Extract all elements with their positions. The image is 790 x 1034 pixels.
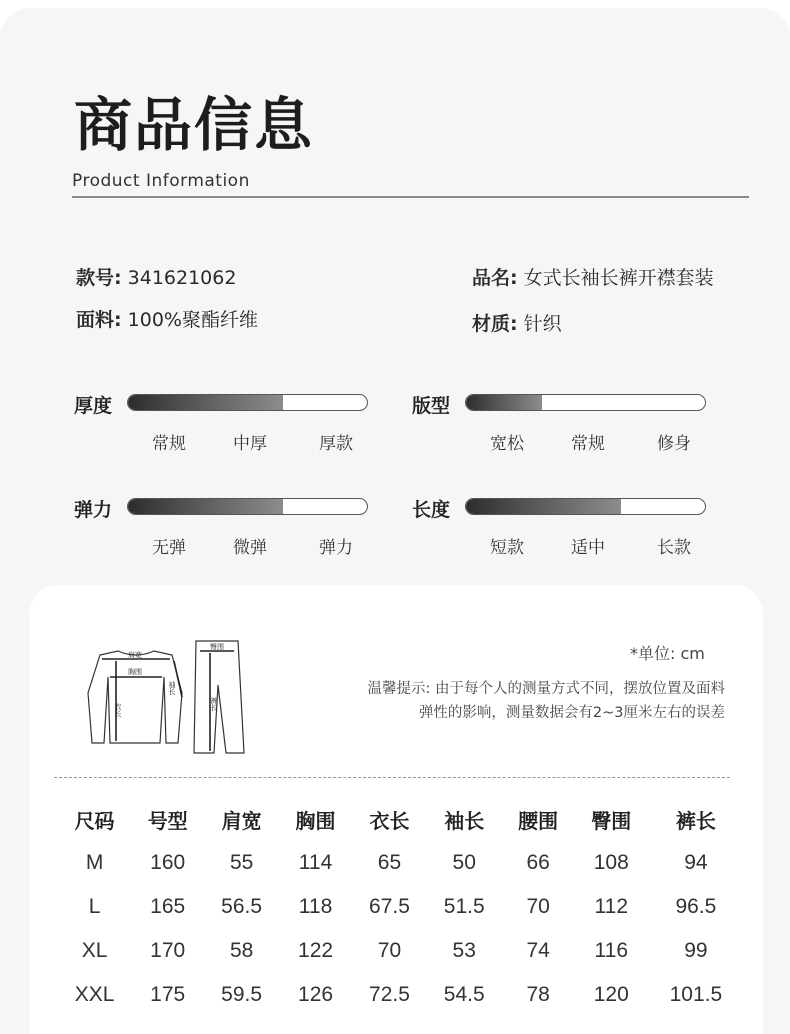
length-option: 适中	[571, 538, 605, 558]
diagram-label-length: 衣长	[114, 703, 122, 717]
table-row	[58, 929, 744, 973]
table-cell: 59.5	[221, 983, 263, 1006]
size-table	[58, 797, 744, 1017]
measurement-tip	[368, 677, 726, 725]
diagram-label-chest: 胸围	[128, 668, 142, 676]
table-cell: 112	[594, 895, 628, 918]
thickness-bar	[127, 394, 368, 411]
size-table-body	[58, 841, 744, 1017]
table-row	[58, 841, 744, 885]
style-number-label: 款号:	[76, 267, 122, 289]
table-cell: 126	[298, 983, 334, 1006]
elasticity-option: 无弹	[152, 538, 186, 558]
table-cell: 96.5	[675, 895, 717, 918]
table-cell: L	[88, 895, 101, 918]
table-cell: 101.5	[669, 983, 723, 1006]
diagram-label-shoulder: 肩宽	[128, 651, 142, 659]
elasticity-option: 微弹	[233, 538, 267, 558]
column-header: 尺码	[74, 808, 115, 833]
table-cell: 51.5	[443, 895, 485, 918]
thickness-option: 厚款	[319, 434, 353, 454]
table-cell: 122	[298, 939, 334, 962]
table-row	[58, 973, 744, 1017]
table-cell: 108	[593, 851, 629, 874]
pants-outline	[194, 641, 244, 753]
table-cell: 54.5	[443, 983, 485, 1006]
size-chart-card	[30, 585, 763, 1034]
page-title: 商品信息	[74, 91, 315, 159]
style-number-value: 341621062	[127, 267, 237, 289]
page-subtitle: Product Information	[72, 171, 250, 191]
fabric-row	[76, 305, 258, 332]
table-cell: 118	[298, 895, 333, 918]
tip-line-1: 温馨提示: 由于每个人的测量方式不同，摆放位置及面料	[367, 681, 725, 697]
table-cell: XXL	[74, 983, 115, 1006]
table-cell: 65	[377, 851, 402, 874]
table-cell: 58	[229, 939, 254, 962]
thickness-option: 常规	[152, 434, 186, 454]
table-cell: 99	[684, 939, 708, 962]
column-header: 衣长	[369, 808, 410, 833]
unit-note: *单位: cm	[630, 644, 705, 663]
length-bar-fill	[466, 499, 621, 514]
table-cell: 170	[150, 939, 186, 962]
product-name-label: 品名:	[472, 267, 518, 289]
diagram-label-hip: 臀围	[210, 643, 224, 651]
column-header: 号型	[147, 808, 188, 833]
fit-option: 修身	[657, 434, 691, 454]
product-name-row	[472, 263, 714, 290]
material-value: 针织	[523, 313, 562, 335]
column-header: 臀围	[591, 808, 632, 833]
table-cell: 70	[526, 895, 550, 918]
length-option: 短款	[490, 538, 524, 558]
table-cell: XL	[81, 939, 108, 962]
thickness-label: 厚度	[74, 395, 113, 417]
table-row	[58, 885, 744, 929]
fit-option: 常规	[571, 434, 605, 454]
length-label: 长度	[412, 499, 451, 521]
elasticity-bar-fill	[128, 499, 283, 514]
fabric-label: 面料:	[76, 309, 122, 331]
table-cell: 56.5	[221, 895, 263, 918]
fabric-value: 100%聚酯纤维	[127, 309, 258, 331]
table-cell: 50	[452, 851, 476, 874]
elasticity-option: 弹力	[319, 538, 353, 558]
style-number-row	[76, 263, 236, 290]
table-cell: 55	[229, 851, 254, 874]
table-cell: 175	[150, 983, 186, 1006]
fit-bar-fill	[466, 395, 542, 410]
thickness-bar-fill	[128, 395, 283, 410]
column-header: 肩宽	[221, 808, 262, 833]
table-cell: 116	[594, 939, 628, 962]
table-cell: 165	[150, 895, 186, 918]
table-cell: 70	[377, 939, 402, 962]
dashed-divider	[54, 777, 730, 778]
product-name-value: 女式长袖长裤开襟套装	[523, 267, 714, 289]
diagram-label-sleeve: 袖长	[168, 681, 176, 695]
table-cell: 94	[684, 851, 708, 874]
table-cell: 72.5	[369, 983, 410, 1006]
fit-bar	[465, 394, 706, 411]
length-option: 长款	[657, 538, 691, 558]
diagram-label-pants-length: 裤长	[210, 697, 218, 711]
table-cell: 78	[526, 983, 550, 1006]
column-header: 腰围	[518, 808, 559, 833]
elasticity-label: 弹力	[74, 499, 113, 521]
table-cell: 120	[593, 983, 629, 1006]
table-cell: 67.5	[369, 895, 410, 918]
fit-option: 宽松	[490, 434, 524, 454]
product-info-page	[0, 8, 790, 1034]
elasticity-bar	[127, 498, 368, 515]
top-garment-outline	[88, 651, 182, 743]
table-cell: 160	[150, 851, 186, 874]
column-header: 胸围	[295, 808, 336, 833]
table-cell: M	[85, 851, 104, 874]
material-row	[472, 309, 562, 336]
title-divider	[72, 196, 749, 198]
table-cell: 114	[298, 851, 333, 874]
column-header: 袖长	[444, 808, 485, 833]
thickness-option: 中厚	[233, 434, 267, 454]
fit-label: 版型	[412, 395, 451, 417]
table-cell: 53	[452, 939, 476, 962]
table-cell: 74	[526, 939, 550, 962]
tip-line-2: 弹性的影响，测量数据会有2~3厘米左右的误差	[418, 705, 725, 721]
table-cell: 66	[526, 851, 550, 874]
material-label: 材质:	[472, 313, 518, 335]
length-bar	[465, 498, 706, 515]
measurement-diagram	[78, 637, 258, 763]
size-table-header	[58, 797, 744, 841]
column-header: 裤长	[675, 808, 716, 833]
